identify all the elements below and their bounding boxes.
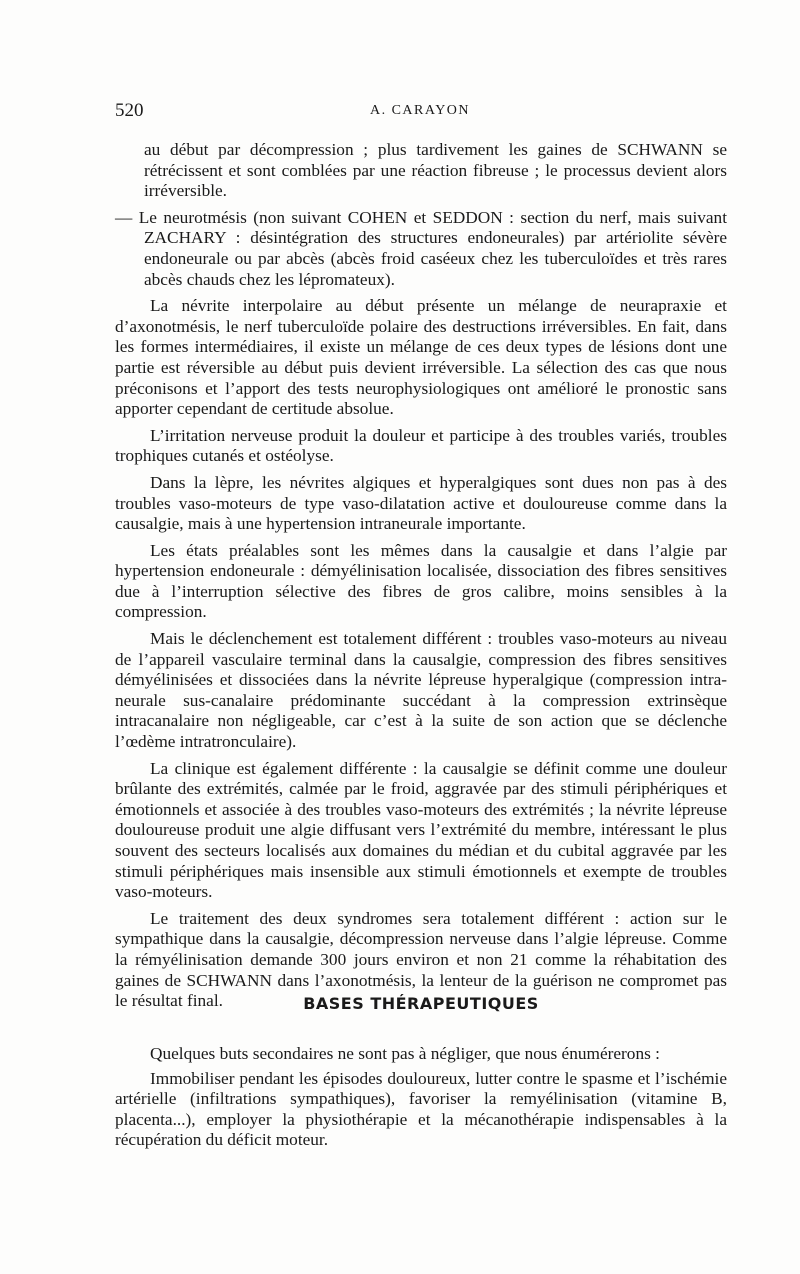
paragraph: Dans la lèpre, les névrites algiques et hyperalgiques sont dues non pas à des troubles vaso-moteurs de type vaso-dilatation active et douloureuse comme dans la causalgie, mais à une hypertension intraneurale importante. — [115, 472, 727, 534]
paragraph: — Le neurotmésis (non suivant COHEN et SEDDON : section du nerf, mais suivant ZACHARY : désintégration des structures endoneurales) par artériolite sévère endoneurale ou par abcès (abcès froid caséeux chez les tuberculoïdes et très rares abcès chauds chez les lépromateux). — [115, 207, 727, 289]
paragraph: Mais le déclenchement est totalement différent : troubles vaso-moteurs au niveau de l’appareil vasculaire terminal dans la causalgie, compression des fibres sensitives démyélinisées et dissociées dans la névrite lépreuse hyperalgique (compression intra-neurale sus-canalaire prédominante succédant à la compression extrinsèque intracanalaire non négligeable, car c’est à la suite de son action que se déclenche l’œdème intratronculaire). — [115, 629, 727, 752]
paragraph: La névrite interpolaire au début présente un mélange de neurapraxie et d’axonotmésis, le nerf tuberculoïde polaire des destructions irréversibles. En fait, dans les formes intermédiaires, il existe un mélange de ces deux types de lésions dont une partie est réversible au début puis devient irréversible. La sélection des cas que nous préconisons et l’apport des tests neurophysiologiques ont amélioré le pronostic sans apporter cependant de certitude absolue. — [115, 296, 727, 419]
paragraph: au début par décompression ; plus tardivement les gaines de SCHWANN se rétrécissent et sont comblées par une réaction fibreuse ; le processus devient alors irréversible. — [144, 140, 727, 201]
paragraph: Les états préalables sont les mêmes dans la causalgie et dans l’algie par hypertension endoneurale : démyélinisation localisée, dissociation des fibres sensitives due à l’interruption sélective des fibres de gros calibre, moins sensibles à la compression. — [115, 540, 727, 622]
page-number: 520 — [115, 100, 144, 121]
section-body — [115, 1044, 727, 1155]
paragraph: La clinique est également différente : la causalgie se définit comme une douleur brûlante des extrémités, calmée par le froid, aggravée par des stimuli périphériques et émotionnels et associée à des troubles vaso-moteurs des extrémités ; la névrite lépreuse douloureuse produit une algie diffusant vers l’extrémité du membre, intéressant le plus souvent des secteurs localisés aux domaines du médian et du cubital aggravée par les stimuli périphériques mais insensible aux stimuli émotionnels et exempte de troubles vaso-moteurs. — [115, 758, 727, 902]
running-head — [115, 100, 725, 124]
paragraph: L’irritation nerveuse produit la douleur et participe à des troubles variés, troubles trophiques cutanés et ostéolyse. — [115, 425, 727, 466]
paragraph: Le traitement des deux syndromes sera totalement différent : action sur le sympathique dans la causalgie, décompression nerveuse dans l’algie lépreuse. Comme la rémyélinisation demande 300 jours environ et non 21 comme la réhabitation des gaines de SCHWANN dans l’axonotmésis, la lenteur de la guérison ne compromet pas le résultat final. — [115, 908, 727, 1011]
paragraph: Immobiliser pendant les épisodes douloureux, lutter contre le spasme et l’ischémie artérielle (infiltrations sympathiques), favoriser la remyélinisation (vitamine B, placenta...), employer la physiothérapie et la mécanothérapie indispensables à la récupération du déficit moteur. — [115, 1068, 727, 1150]
section-heading: BASES THÉRAPEUTIQUES — [303, 994, 539, 1013]
running-title: A. CARAYON — [369, 103, 471, 118]
paragraph: Quelques buts secondaires ne sont pas à négliger, que nous énumérerons : — [150, 1044, 660, 1063]
body-text — [115, 140, 727, 1018]
